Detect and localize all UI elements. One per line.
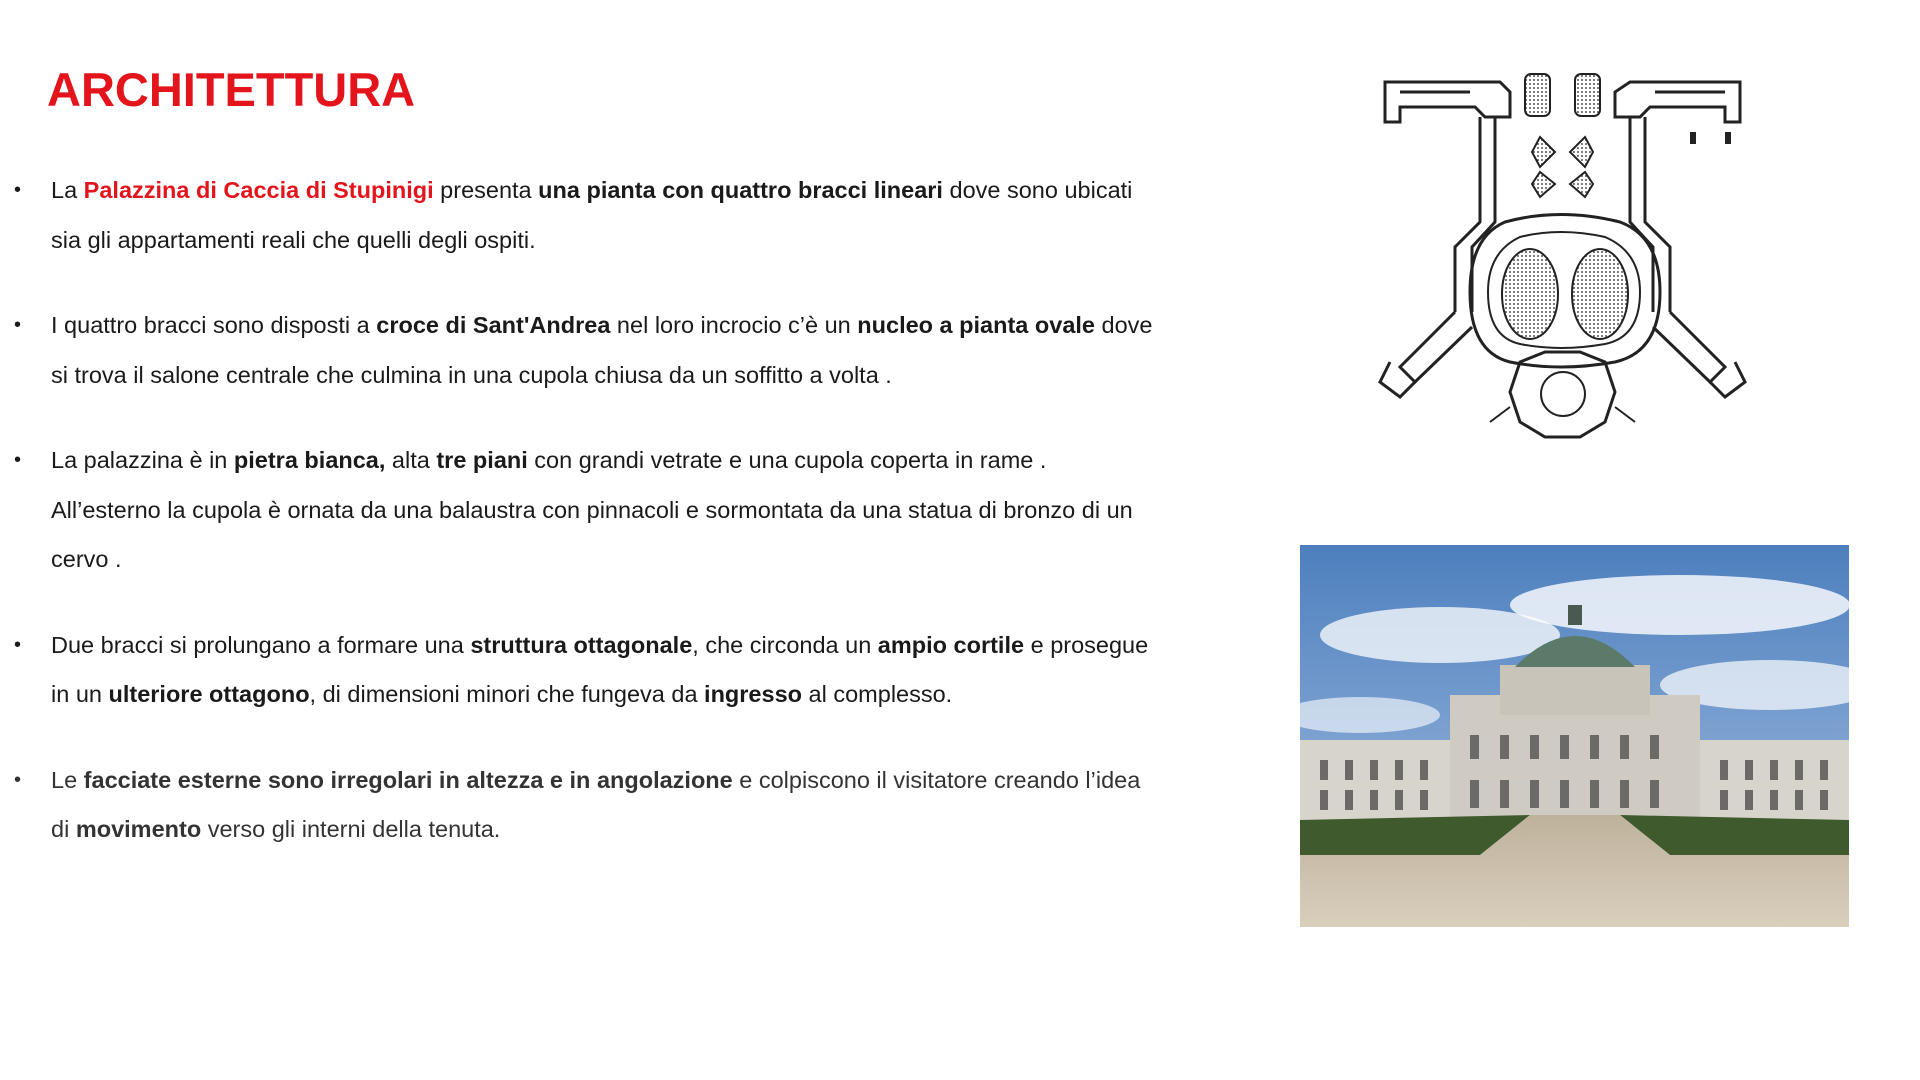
bullet-item [0,436,1160,585]
bullet-dot-icon: • [14,179,22,201]
bullet-text-run: facciate esterne sono irregolari in altezza e in angolazione [83,766,733,793]
bullet-text-run: verso gli interni della tenuta. [201,816,501,842]
bullet-text-run: Due bracci si prolungano a formare una [51,631,471,658]
bullet-text-run: Palazzina di Caccia di Stupinigi [83,177,434,203]
bullet-text-run: , che circonda un [692,631,878,658]
bullet-text-run: nel loro incrocio c’è un [610,312,858,338]
bullet-text-run: tre piani [436,447,528,473]
bullet-text-run: al complesso. [802,681,953,707]
bullet-item [0,756,1160,855]
bullet-text-run: alta [385,447,437,473]
bullet-text-run: I quattro bracci sono disposti a [51,312,377,338]
bullet-item [0,621,1160,720]
palace-floorplan-image [1360,62,1780,502]
bullet-text-run: struttura ottagonale [470,631,693,658]
bullet-text-run: ampio cortile [877,631,1025,658]
bullet-dot-icon: • [14,768,22,791]
bullet-item [0,301,1160,400]
bullet-text-run: Le [51,766,84,793]
bullet-text-run: La [51,177,84,203]
bullet-text-run: nucleo a pianta ovale [857,312,1095,338]
bullet-dot-icon: • [14,314,22,336]
bullet-text-run: e prosegue in un [51,631,1149,707]
bullet-text-run: presenta [433,177,539,203]
bullet-text-run: ulteriore ottagono [108,681,310,707]
bullet-item [0,166,1160,265]
bullet-text-run: , di dimensioni minori che fungeva da [309,681,705,707]
bullet-list [0,166,1160,891]
bullet-text-run: croce di Sant'Andrea [376,312,611,338]
bullet-text-run: con grandi vetrate e una cupola coperta in rame . All’esterno la cupola è ornata da una balaustra con pinnacoli e sormontata da una statua di bronzo di un cervo . [51,447,1133,572]
bullet-text-run: movimento [75,816,202,842]
bullet-text-run: ingresso [704,681,802,707]
bullet-text-run: e colpiscono il visitatore creando l’idea di [51,766,1141,842]
bullet-text-run: una pianta con quattro bracci lineari [538,177,943,203]
bullet-dot-icon: • [14,449,22,471]
bullet-text-run: dove si trova il salone centrale che culmina in una cupola chiusa da un soffitto a volta . [51,312,1153,388]
bullet-text-run: pietra bianca, [233,447,386,473]
bullet-text-run: dove sono ubicati sia gli appartamenti reali che quelli degli ospiti. [51,177,1133,253]
palace-photo-image [1300,545,1849,927]
bullet-text-run: La palazzina è in [51,447,234,473]
bullet-dot-icon: • [14,633,22,656]
slide-title: ARCHITETTURA [47,63,416,116]
